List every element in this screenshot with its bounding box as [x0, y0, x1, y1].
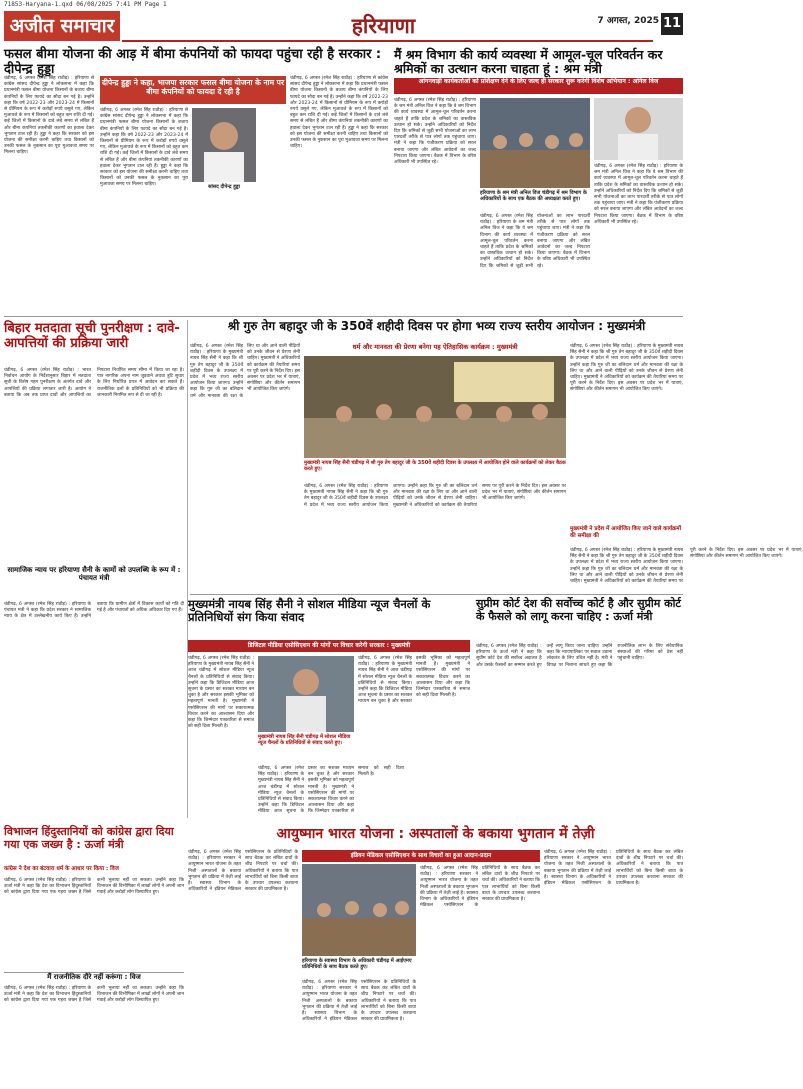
a4-photo-caption: मुख्यमंत्री नायब सिंह सैनी चंडीगढ़ में श्री गुरु तेग बहादुर जी के 350वें शहीदी दिवस के उपलक्ष्य में आयोजित होने वाले कार्यक्रमों को लेकर बैठक करते हुए। [304, 460, 566, 473]
a1-portrait-photo [192, 108, 256, 182]
a1-body-mid: चंडीगढ़, 6 अगस्त (रमेश सिंह राठौड़) : हरियाणा से कांग्रेस सांसद दीपेन्द्र हुड्डा ने लोकसभा में कहा कि प्रधानमंत्री फसल बीमा योजना किसानों के बजाय बीमा कंपनियों के लिए फायदे का सौदा बन गई है। उन्होंने कहा कि वर्ष 2022-23 और 2023-24 में किसानों से प्रीमियम के रूप में करोड़ों रुपये वसूले गए, लेकिन मुआवजे के रूप में किसानों को बहुत कम राशि दी गई। कई जिलों में किसानों के दावे लंबे समय से लंबित हैं और बीमा कंपनियां तकनीकी कारणों का हवाला देकर भुगतान टाल रही हैं। हुड्डा ने कहा कि सरकार को इस योजना की समीक्षा करनी चाहिए तथा किसानों को उनकी फसल के नुकसान का पूरा मुआवजा समय पर मिलना चाहिए। [100, 108, 188, 188]
a4-subhead: धर्म और मानवता की प्रेरणा बनेगा यह ऐतिहासिक कार्यक्रम : मुख्यमंत्री [352, 343, 518, 351]
a2-body-mid: चंडीगढ़, 6 अगस्त (रमेश सिंह राठौड़) : हरियाणा के श्रम मंत्री अनिल विज ने कहा कि वे श्रम विभाग की कार्य व्यवस्था में आमूल-चूल परिवर्तन करना चाहते हैं ताकि प्रदेश के श्रमिकों का वास्तविक उत्थान हो सके। उन्होंने अधिकारियों को निर्देश दिए कि श्रमिकों से जुड़ी सभी योजनाओं का लाभ पारदर्शी तरीके से पात्र लोगों तक पहुंचाया जाए। मंत्री ने कहा कि पंजीकरण प्रक्रिया को सरल बनाया जाएगा और लंबित आवेदनों का जल्द निपटारा किया जाएगा। बैठक में विभाग के वरिष्ठ अधिकारी भी उपस्थित रहे। [480, 214, 590, 269]
a5-body: चंडीगढ़, 6 अगस्त (रमेश सिंह राठौड़) : हरियाणा के पंचायत मंत्री ने कहा कि प्रदेश सरकार ने सामाजिक न्याय के क्षेत्र में उल्लेखनीय कार्य किए हैं। उन्होंने बताया कि ग्रामीण क्षेत्रों में विकास कार्यों को गति दी गई है और पंचायतों को अधिक अधिकार दिए गए हैं। [4, 602, 184, 620]
a9-body-under-photo: चंडीगढ़, 6 अगस्त (रमेश सिंह राठौड़) : हरियाणा सरकार ने आयुष्मान भारत योजना के तहत निजी अस्पतालों के बकाया भुगतान की प्रक्रिया में तेज़ी लाई है। स्वास्थ्य विभाग के अधिकारियों ने इंडियन मेडिकल एसोसिएशन के प्रतिनिधियों के साथ बैठक कर लंबित दावों के शीघ्र निपटारे पर चर्चा की। अधिकारियों ने बताया कि पात्र लाभार्थियों को बिना किसी बाधा के उपचार उपलब्ध करवाना सरकार की प्राथमिकता है। [302, 980, 416, 1023]
a1-body-left: चंडीगढ़, 6 अगस्त (रमेश सिंह राठौड़) : हरियाणा से कांग्रेस सांसद दीपेन्द्र हुड्डा ने लोकसभा में कहा कि प्रधानमंत्री फसल बीमा योजना किसानों के बजाय बीमा कंपनियों के लिए फायदे का सौदा बन गई है। उन्होंने कहा कि वर्ष 2022-23 और 2023-24 में किसानों से प्रीमियम के रूप में करोड़ों रुपये वसूले गए, लेकिन मुआवजे के रूप में किसानों को बहुत कम राशि दी गई। कई जिलों में किसानों के दावे लंबे समय से लंबित हैं और बीमा कंपनियां तकनीकी कारणों का हवाला देकर भुगतान टाल रही हैं। हुड्डा ने कहा कि सरकार को इस योजना की समीक्षा करनी चाहिए तथा किसानों को उनकी फसल के नुकसान का पूरा मुआवजा समय पर मिलना चाहिए। [4, 76, 94, 156]
issue-date: 7 अगस्त, 2025 [597, 16, 659, 26]
a6-body-left: चंडीगढ़, 6 अगस्त (रमेश सिंह राठौड़) : हरियाणा के मुख्यमंत्री नायब सिंह सैनी ने आज चंडीगढ़ में सोशल मीडिया न्यूज चैनलों के प्रतिनिधियों से संवाद किया। उन्होंने कहा कि डिजिटल मीडिया आज सूचना के प्रसार का सशक्त माध्यम बन चुका है और सरकार इसकी भूमिका को महत्वपूर्ण मानती है। मुख्यमंत्री ने एसोसिएशन की मांगों पर सकारात्मक विचार करने का आश्वासन दिया और कहा कि जिम्मेदार पत्रकारिता से समाज को सही दिशा मिलती है। [188, 656, 254, 730]
a9-photo-caption: हरियाणा के स्वास्थ्य विभाग के अधिकारी चंडीगढ़ में आईएमए प्रतिनिधियों के साथ बैठक करते हुए। [302, 958, 412, 971]
row-divider-1 [4, 316, 683, 317]
a2-body-right: चंडीगढ़, 6 अगस्त (रमेश सिंह राठौड़) : हरियाणा के श्रम मंत्री अनिल विज ने कहा कि वे श्रम विभाग की कार्य व्यवस्था में आमूल-चूल परिवर्तन करना चाहते हैं ताकि प्रदेश के श्रमिकों का वास्तविक उत्थान हो सके। उन्होंने अधिकारियों को निर्देश दिए कि श्रमिकों से जुड़ी सभी योजनाओं का लाभ पारदर्शी तरीके से पात्र लोगों तक पहुंचाया जाए। मंत्री ने कहा कि पंजीकरण प्रक्रिया को सरल बनाया जाएगा और लंबित आवेदनों का जल्द निपटारा किया जाएगा। बैठक में विभाग के वरिष्ठ अधिकारी भी उपस्थित रहे। [594, 164, 683, 225]
a2-headline: मैं श्रम विभाग की कार्य व्यवस्था में आमूल-चूल परिवर्तन कर श्रमिकों का उत्थान करना चाहता हूं : श्रम मंत्री [394, 47, 663, 77]
masthead [0, 9, 687, 43]
a3-body: चंडीगढ़, 6 अगस्त (रमेश सिंह राठौड़) : भारत निर्वाचन आयोग के निर्देशानुसार बिहार में मतदाता सूची के विशेष गहन पुनरीक्षण के अंतर्गत दावे और आपत्तियों की प्रक्रिया लगातार जारी है। आयोग ने बताया कि अब तक प्राप्त दावों और आपत्तियों का निपटारा निर्धारित समय सीमा में किया जा रहा है। पात्र नागरिक अपना नाम जुड़वाने अथवा त्रुटि सुधार के लिए निर्धारित प्रपत्र में आवेदन कर सकते हैं। राजनीतिक दलों के प्रतिनिधियों को भी प्रक्रिया की जानकारी नियमित रूप से दी जा रही है। [4, 368, 184, 398]
a6-photo-caption: मुख्यमंत्री नायब सिंह सैनी चंडीगढ़ में सोशल मीडिया न्यूज चैनलों के प्रतिनिधियों से संवाद करते हुए। [258, 734, 351, 747]
masthead-rule [122, 40, 653, 42]
a2-portrait-photo [594, 98, 683, 160]
a7-body: चंडीगढ़, 6 अगस्त (रमेश सिंह राठौड़) : हरियाणा के ऊर्जा मंत्री ने कहा कि सुप्रीम कोर्ट देश की सर्वोच्च अदालत है और उसके फैसलों का सम्मान करते हुए उन्हें लागू किया जाना चाहिए। उन्होंने कहा कि न्यायपालिका पर सवाल उठाना लोकतंत्र के लिए उचित नहीं है। मंत्री ने विपक्ष पर निशाना साधते हुए कहा कि राजनीतिक लाभ के लिए संवैधानिक संस्थाओं की गरिमा को ठेस नहीं पहुंचानी चाहिए। [476, 644, 683, 668]
a4-headline: श्री गुरु तेग बहादुर जी के 350वें शहीदी दिवस पर होगा भव्य राज्य स्तरीय आयोजन : मुख्यमंत्री [227, 319, 646, 333]
a9-headline: आयुष्मान भारत योजना : अस्पतालों के बकाया भुगतान में तेज़ी [276, 826, 595, 842]
a7-headline: सुप्रीम कोर्ट देश की सर्वोच्च कोर्ट है और सुप्रीम कोर्ट के फैसले को लागू करना चाहिए : ऊर्जा मंत्री [476, 597, 681, 623]
a8-headline: विभाजन हिंदुस्तानियों को कांग्रेस द्वारा दिया गया एक जख्म है : ऊर्जा मंत्री [4, 825, 174, 851]
a6-banner: डिजिटल मीडिया एसोसिएशन की मांगों पर विचार करेगी सरकार : मुख्यमंत्री [188, 640, 470, 652]
section-title: हरियाणा [351, 14, 416, 38]
a8-box-body: चंडीगढ़, 6 अगस्त (रमेश सिंह राठौड़) : हरियाणा के ऊर्जा मंत्री ने कहा कि देश का विभाजन हिंदुस्तानियों को कांग्रेस द्वारा दिया गया एक गहरा जख्म है जिसे कभी भुलाया नहीं जा सकता। उन्होंने कहा कि विभाजन की विभीषिका में लाखों लोगों ने अपनी जान गंवाई और करोड़ों लोग विस्थापित हुए। [4, 986, 184, 1004]
a4-body-mid: चंडीगढ़, 6 अगस्त (रमेश सिंह राठौड़) : हरियाणा के मुख्यमंत्री नायब सिंह सैनी ने कहा कि श्री गुरु तेग बहादुर जी के 350वें शहीदी दिवस के उपलक्ष्य में प्रदेश में भव्य राज्य स्तरीय आयोजन किया जाएगा। उन्होंने कहा कि गुरु जी का बलिदान धर्म और मानवता की रक्षा के लिए था और आने वाली पीढ़ियों को उनके जीवन से प्रेरणा लेनी चाहिए। मुख्यमंत्री ने अधिकारियों को कार्यक्रम की तैयारियां समय पर पूरी करने के निर्देश दिए। इस अवसर पर प्रदेश भर में यात्राएं, संगोष्ठियां और कीर्तन समागम भी आयोजित किए जाएंगे। [304, 484, 566, 508]
a6-headline: मुख्यमंत्री नायब सिंह सैनी ने सोशल मीडिया न्यूज चैनलों के प्रतिनिधियों संग किया संवाद [188, 597, 431, 625]
a6-cm-photo [258, 656, 354, 732]
a1-photo-caption: सांसद दीपेन्द्र हुड्डा [208, 184, 240, 190]
a4-body-right: चंडीगढ़, 6 अगस्त (रमेश सिंह राठौड़) : हरियाणा के मुख्यमंत्री नायब सिंह सैनी ने कहा कि श्री गुरु तेग बहादुर जी के 350वें शहीदी दिवस के उपलक्ष्य में प्रदेश में भव्य राज्य स्तरीय आयोजन किया जाएगा। उन्होंने कहा कि गुरु जी का बलिदान धर्म और मानवता की रक्षा के लिए था और आने वाली पीढ़ियों को उनके जीवन से प्रेरणा लेनी चाहिए। मुख्यमंत्री ने अधिकारियों को कार्यक्रम की तैयारियां समय पर पूरी करने के निर्देश दिए। इस अवसर पर प्रदेश भर में यात्राएं, संगोष्ठियां और कीर्तन समागम भी आयोजित किए जाएंगे। [570, 344, 683, 393]
a9-banner: इंडियन मेडिकल एसोसिएशन के साथ विचारों का हुआ आदान-प्रदान [302, 850, 540, 862]
a6-body-right: चंडीगढ़, 6 अगस्त (रमेश सिंह राठौड़) : हरियाणा के मुख्यमंत्री नायब सिंह सैनी ने आज चंडीगढ़ में सोशल मीडिया न्यूज चैनलों के प्रतिनिधियों से संवाद किया। उन्होंने कहा कि डिजिटल मीडिया आज सूचना के प्रसार का सशक्त माध्यम बन चुका है और सरकार इसकी भूमिका को महत्वपूर्ण मानती है। मुख्यमंत्री ने एसोसिएशन की मांगों पर सकारात्मक विचार करने का आश्वासन दिया और कहा कि जिम्मेदार पत्रकारिता से समाज को सही दिशा मिलती है। [358, 656, 470, 705]
a6-body-mid: चंडीगढ़, 6 अगस्त (रमेश सिंह राठौड़) : हरियाणा के मुख्यमंत्री नायब सिंह सैनी ने आज चंडीगढ़ में सोशल मीडिया न्यूज चैनलों के प्रतिनिधियों से संवाद किया। उन्होंने कहा कि डिजिटल मीडिया आज सूचना के प्रसार का सशक्त माध्यम बन चुका है और सरकार इसकी भूमिका को महत्वपूर्ण मानती है। मुख्यमंत्री ने एसोसिएशन की मांगों पर सकारात्मक विचार करने का आश्वासन दिया और कहा कि जिम्मेदार पत्रकारिता से समाज को सही दिशा मिलती है। [258, 766, 404, 815]
row-divider-2 [190, 594, 683, 595]
print-slug: 71853-Haryana-1.qxd 06/08/2025 7:41 PM Page 1 [4, 1, 167, 8]
a4-body-left: चंडीगढ़, 6 अगस्त (रमेश सिंह राठौड़) : हरियाणा के मुख्यमंत्री नायब सिंह सैनी ने कहा कि श्री गुरु तेग बहादुर जी के 350वें शहीदी दिवस के उपलक्ष्य में प्रदेश में भव्य राज्य स्तरीय आयोजन किया जाएगा। उन्होंने कहा कि गुरु जी का बलिदान धर्म और मानवता की रक्षा के लिए था और आने वाली पीढ़ियों को उनके जीवन से प्रेरणा लेनी चाहिए। मुख्यमंत्री ने अधिकारियों को कार्यक्रम की तैयारियां समय पर पूरी करने के निर्देश दिए। इस अवसर पर प्रदेश भर में यात्राएं, संगोष्ठियां और कीर्तन समागम भी आयोजित किए जाएंगे। [190, 344, 300, 399]
a2-photo-caption: हरियाणा के श्रम मंत्री अनिल विज चंडीगढ़ में श्रम विभाग के अधिकारियों के साथ एक बैठक की अध्यक्षता करते हुए। [480, 190, 587, 203]
a4-body-end: चंडीगढ़, 6 अगस्त (रमेश सिंह राठौड़) : हरियाणा के मुख्यमंत्री नायब सिंह सैनी ने कहा कि श्री गुरु तेग बहादुर जी के 350वें शहीदी दिवस के उपलक्ष्य में प्रदेश में भव्य राज्य स्तरीय आयोजन किया जाएगा। उन्होंने कहा कि गुरु जी का बलिदान धर्म और मानवता की रक्षा के लिए था और आने वाली पीढ़ियों को उनके जीवन से प्रेरणा लेनी चाहिए। मुख्यमंत्री ने अधिकारियों को कार्यक्रम की तैयारियां समय पर पूरी करने के निर्देश दिए। इस अवसर पर प्रदेश भर में यात्राएं, संगोष्ठियां और कीर्तन समागम भी आयोजित किए जाएंगे। [570, 548, 803, 585]
a9-body-left: चंडीगढ़, 6 अगस्त (रमेश सिंह राठौड़) : हरियाणा सरकार ने आयुष्मान भारत योजना के तहत निजी अस्पतालों के बकाया भुगतान की प्रक्रिया में तेज़ी लाई है। स्वास्थ्य विभाग के अधिकारियों ने इंडियन मेडिकल एसोसिएशन के प्रतिनिधियों के साथ बैठक कर लंबित दावों के शीघ्र निपटारे पर चर्चा की। अधिकारियों ने बताया कि पात्र लाभार्थियों को बिना किसी बाधा के उपचार उपलब्ध करवाना सरकार की प्राथमिकता है। [188, 850, 298, 893]
a2-banner: आंगनवाड़ी कार्यकर्ताओं को प्रशिक्षण देने के लिए जल्द ही सरकार शुरू करेगी विशेष अभियान : अनिल विज [394, 78, 683, 94]
a9-body-right: चंडीगढ़, 6 अगस्त (रमेश सिंह राठौड़) : हरियाणा सरकार ने आयुष्मान भारत योजना के तहत निजी अस्पतालों के बकाया भुगतान की प्रक्रिया में तेज़ी लाई है। स्वास्थ्य विभाग के अधिकारियों ने इंडियन मेडिकल एसोसिएशन के प्रतिनिधियों के साथ बैठक कर लंबित दावों के शीघ्र निपटारे पर चर्चा की। अधिकारियों ने बताया कि पात्र लाभार्थियों को बिना किसी बाधा के उपचार उपलब्ध करवाना सरकार की प्राथमिकता है। [544, 850, 683, 887]
a1-headline: फसल बीमा योजना की आड़ में बीमा कंपनियों को फायदा पहुंचा रही है सरकार : दीपेन्द्र हुड्डा [4, 47, 382, 77]
a4-kicker: मुख्यमंत्री ने प्रदेश में आयोजित किए जाने वाले कार्यक्रमों की समीक्षा की [570, 526, 682, 539]
a3-headline: बिहार मतदाता सूची पुनरीक्षण : दावे-आपत्तियों की प्रक्रिया जारी [4, 321, 180, 351]
a8-box-title: मैं राजनीतिक दौरे नहीं करूंगा : विज [4, 972, 184, 984]
a4-event-photo [304, 356, 566, 458]
a5-headline: सामाजिक न्याय पर हरियाणा सैनी के कामों को उपलब्धि के रूप में : पंचायत मंत्री [7, 566, 181, 583]
a2-meeting-photo [480, 98, 590, 188]
paper-name: अजीत समाचार [4, 11, 120, 41]
a1-body-right: चंडीगढ़, 6 अगस्त (रमेश सिंह राठौड़) : हरियाणा से कांग्रेस सांसद दीपेन्द्र हुड्डा ने लोकसभा में कहा कि प्रधानमंत्री फसल बीमा योजना किसानों के बजाय बीमा कंपनियों के लिए फायदे का सौदा बन गई है। उन्होंने कहा कि वर्ष 2022-23 और 2023-24 में किसानों से प्रीमियम के रूप में करोड़ों रुपये वसूले गए, लेकिन मुआवजे के रूप में किसानों को बहुत कम राशि दी गई। कई जिलों में किसानों के दावे लंबे समय से लंबित हैं और बीमा कंपनियां तकनीकी कारणों का हवाला देकर भुगतान टाल रही हैं। हुड्डा ने कहा कि सरकार को इस योजना की समीक्षा करनी चाहिए तथा किसानों को उनकी फसल के नुकसान का पूरा मुआवजा समय पर मिलना चाहिए। [290, 76, 388, 150]
a8-body: चंडीगढ़, 6 अगस्त (रमेश सिंह राठौड़) : हरियाणा के ऊर्जा मंत्री ने कहा कि देश का विभाजन हिंदुस्तानियों को कांग्रेस द्वारा दिया गया एक गहरा जख्म है जिसे कभी भुलाया नहीं जा सकता। उन्होंने कहा कि विभाजन की विभीषिका में लाखों लोगों ने अपनी जान गंवाई और करोड़ों लोग विस्थापित हुए। [4, 878, 184, 896]
column-divider [187, 320, 188, 818]
page-number: 11 [661, 13, 683, 35]
a8-subhead: कांग्रेस ने देश का बंटवारा धर्म के आधार पर किया : विज [4, 866, 119, 872]
a9-body-mid: चंडीगढ़, 6 अगस्त (रमेश सिंह राठौड़) : हरियाणा सरकार ने आयुष्मान भारत योजना के तहत निजी अस्पतालों के बकाया भुगतान की प्रक्रिया में तेज़ी लाई है। स्वास्थ्य विभाग के अधिकारियों ने इंडियन मेडिकल एसोसिएशन के प्रतिनिधियों के साथ बैठक कर लंबित दावों के शीघ्र निपटारे पर चर्चा की। अधिकारियों ने बताया कि पात्र लाभार्थियों को बिना किसी बाधा के उपचार उपलब्ध करवाना सरकार की प्राथमिकता है। [420, 866, 540, 909]
a9-meeting-photo [302, 864, 416, 956]
a2-body-left: चंडीगढ़, 6 अगस्त (रमेश सिंह राठौड़) : हरियाणा के श्रम मंत्री अनिल विज ने कहा कि वे श्रम विभाग की कार्य व्यवस्था में आमूल-चूल परिवर्तन करना चाहते हैं ताकि प्रदेश के श्रमिकों का वास्तविक उत्थान हो सके। उन्होंने अधिकारियों को निर्देश दिए कि श्रमिकों से जुड़ी सभी योजनाओं का लाभ पारदर्शी तरीके से पात्र लोगों तक पहुंचाया जाए। मंत्री ने कहा कि पंजीकरण प्रक्रिया को सरल बनाया जाएगा और लंबित आवेदनों का जल्द निपटारा किया जाएगा। बैठक में विभाग के वरिष्ठ अधिकारी भी उपस्थित रहे। [394, 98, 476, 166]
a1-banner: दीपेन्द्र हुड्डा ने कहा, भाजपा सरकार फसल बीमा योजना के नाम पर बीमा कंपनियों को फायदा दे रही है [100, 76, 286, 104]
